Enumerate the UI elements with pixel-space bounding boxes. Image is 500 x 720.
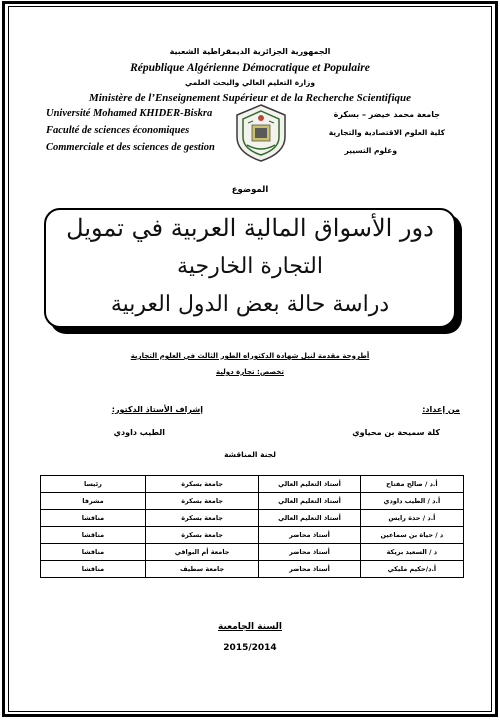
- thesis-description: أطروحة مقدمة لنيل شهادة الدكتوراه الطور الثالث في العلوم التجارية: [130, 352, 370, 360]
- jury-member-role: مناقشا: [41, 544, 146, 561]
- jury-member-name: أ.د/حكيم مليكي: [360, 561, 463, 578]
- thesis-specialty: تخصص: تجارة دولية: [216, 368, 284, 376]
- supervision-label: إشراف الأستاذ الدكتور:: [111, 405, 203, 414]
- jury-member-university: جامعة سطيف: [145, 561, 258, 578]
- fr-faculty-line1: Faculté de sciences économiques: [46, 125, 190, 136]
- table-row: [41, 510, 464, 527]
- jury-member-university: جامعة بسكرة: [145, 493, 258, 510]
- thesis-title-line3: دراسة حالة بعض الدول العربية: [110, 292, 390, 317]
- thesis-title-line2: التجارة الخارجية: [177, 254, 323, 279]
- jury-member-rank: أستاذ التعليم العالي: [259, 476, 360, 493]
- student-name: كلة سميحة بن محياوي: [352, 428, 440, 437]
- jury-member-rank: أستاذ محاضر: [259, 544, 360, 561]
- jury-member-rank: أستاذ التعليم العالي: [259, 493, 360, 510]
- jury-member-role: رئيسا: [41, 476, 146, 493]
- academic-year-label: السنة الجامعية: [217, 622, 282, 632]
- fr-faculty-line2: Commerciale et des sciences de gestion: [46, 142, 215, 153]
- thesis-title-box: [44, 208, 456, 328]
- jury-member-name: أ.د / صالح مفتاح: [360, 476, 463, 493]
- ar-ministry-heading: وزارة التعليم العالي والبحث العلمي: [184, 78, 316, 87]
- jury-member-university: جامعة بسكرة: [145, 510, 258, 527]
- jury-member-role: مناقشا: [41, 561, 146, 578]
- ar-faculty-line1: كلية العلوم الاقتصادية والتجارية: [328, 128, 445, 137]
- jury-member-university: جامعة بسكرة: [145, 476, 258, 493]
- fr-university: Université Mohamed KHIDER-Biskra: [46, 108, 213, 119]
- table-row: [41, 476, 464, 493]
- jury-member-rank: أستاذ محاضر: [259, 561, 360, 578]
- jury-member-name: د / حياة بن سماعين: [360, 527, 463, 544]
- jury-member-name: د / السعيد بريكة: [360, 544, 463, 561]
- fr-ministry-heading: Ministère de l’Enseignement Supérieur et de la Recherche Scientifique: [88, 92, 412, 104]
- academic-year: 2015/2014: [223, 643, 277, 653]
- table-row: [41, 493, 464, 510]
- thesis-title-line1: دور الأسواق المالية العربية في تمويل: [66, 214, 434, 242]
- jury-member-university: جامعة بسكرة: [145, 527, 258, 544]
- jury-member-name: أ.د / الطيب داودي: [360, 493, 463, 510]
- fr-republic-heading: République Algérienne Démocratique et Populaire: [130, 62, 370, 74]
- prepared-by-label: من إعداد:: [422, 405, 460, 414]
- jury-member-rank: أستاذ محاضر: [259, 527, 360, 544]
- jury-member-role: مناقشا: [41, 527, 146, 544]
- ar-university: جامعة محمد خيضر – بسكرة: [333, 110, 440, 119]
- jury-member-name: أ.د / حدة رايس: [360, 510, 463, 527]
- jury-member-rank: أستاذ التعليم العالي: [259, 510, 360, 527]
- supervisor-name: الطيب داودي: [113, 428, 165, 437]
- subject-label: الموضوع: [231, 185, 269, 195]
- jury-member-role: مناقشا: [41, 510, 146, 527]
- jury-member-university: جامعة أم البواقي: [145, 544, 258, 561]
- jury-table: [40, 475, 464, 578]
- table-row: [41, 544, 464, 561]
- table-row: [41, 527, 464, 544]
- university-emblem-icon: [233, 103, 289, 163]
- committee-label: لجنة المناقشة: [224, 450, 276, 459]
- jury-member-role: مشرفا: [41, 493, 146, 510]
- ar-faculty-line2: وعلوم التسيير: [344, 146, 397, 155]
- ar-republic-heading: الجمهورية الجزائرية الديمقراطية الشعبية: [169, 47, 331, 56]
- table-row: [41, 561, 464, 578]
